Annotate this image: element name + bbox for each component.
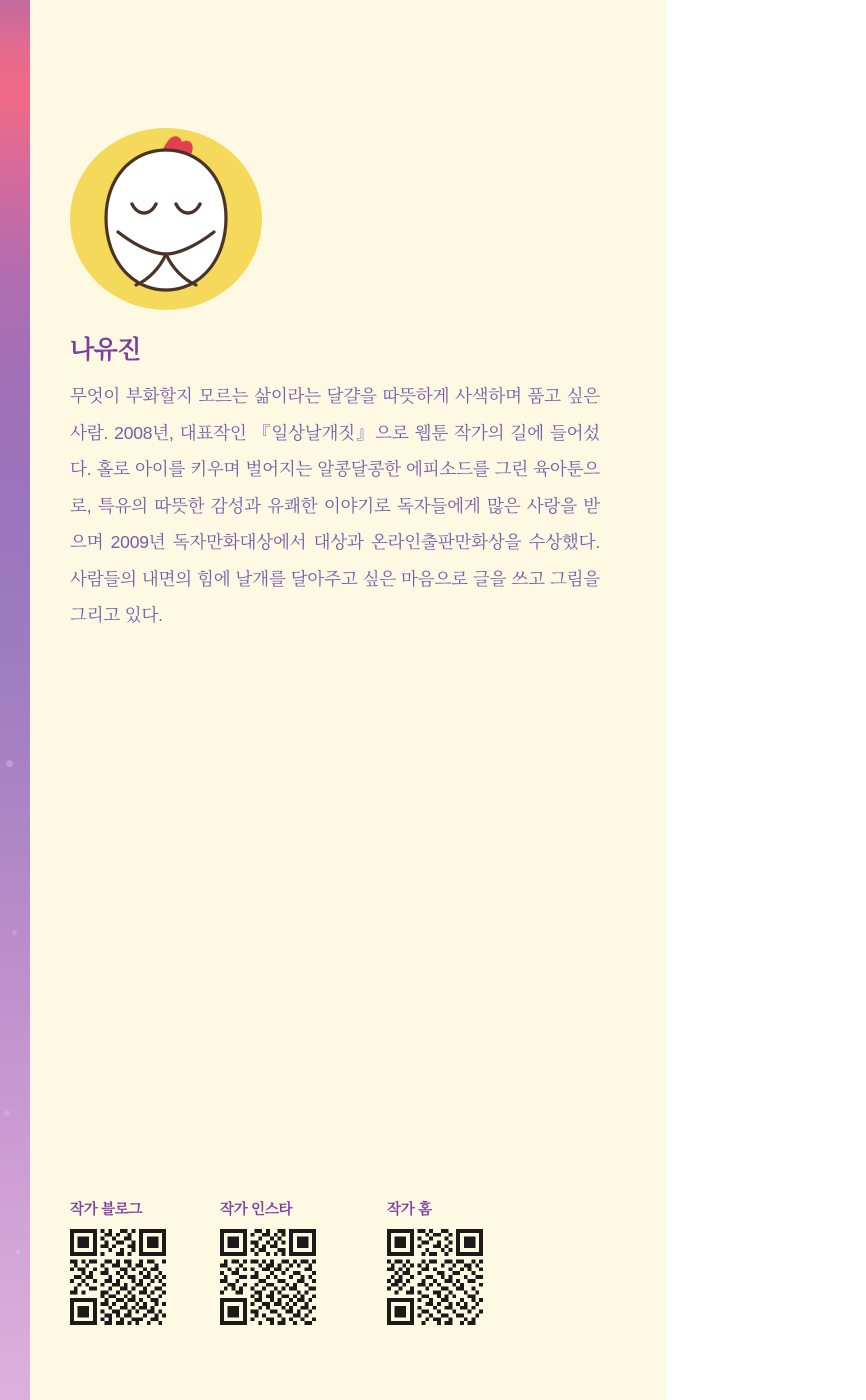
decorative-speck [12,930,17,935]
author-name: 나유진 [70,336,141,364]
decorative-speck [16,1250,20,1254]
author-bio: 무엇이 부화할지 모르는 삶이라는 달걀을 따뜻하게 사색하며 품고 싶은 사람. 2008년, 대표작인 『일상날개짓』으로 웹툰 작가의 길에 들어섰다. 홀로 아이를 키우며 벌어지는 알콩달콩한 에피소드를 그린 육아툰으로, 특유의 따뜻한 감성과 유쾌한 이야기로 독자들에게 많은 사랑을 받으며 2009년 독자만화대상에서 대상과 온라인출판만화상을 수상했다. 사람들의 내면의 힘에 날개를 달아주고 싶은 마음으로 글을 쓰고 그림을 그리고 있다. [70,386,600,625]
decorative-gradient-strip [0,0,30,1400]
chick-face-avatar-icon [70,128,262,310]
qr-code-instagram-icon[interactable] [220,1229,316,1325]
qr-code-home-icon[interactable] [387,1229,483,1325]
link-label-home: 작가 홈 [387,1202,432,1218]
page-right-margin [666,0,866,1400]
qr-code-blog-icon[interactable] [70,1229,166,1325]
link-item[interactable] [375,1198,483,1325]
link-label-instagram: 작가 인스타 [220,1202,293,1218]
author-profile-page [30,0,666,1400]
author-links [70,1198,630,1358]
link-item[interactable] [70,1198,166,1325]
decorative-speck [6,760,13,767]
decorative-speck [4,1110,10,1116]
avatar [70,128,262,310]
link-label-blog: 작가 블로그 [70,1202,143,1218]
link-item[interactable] [220,1198,316,1325]
